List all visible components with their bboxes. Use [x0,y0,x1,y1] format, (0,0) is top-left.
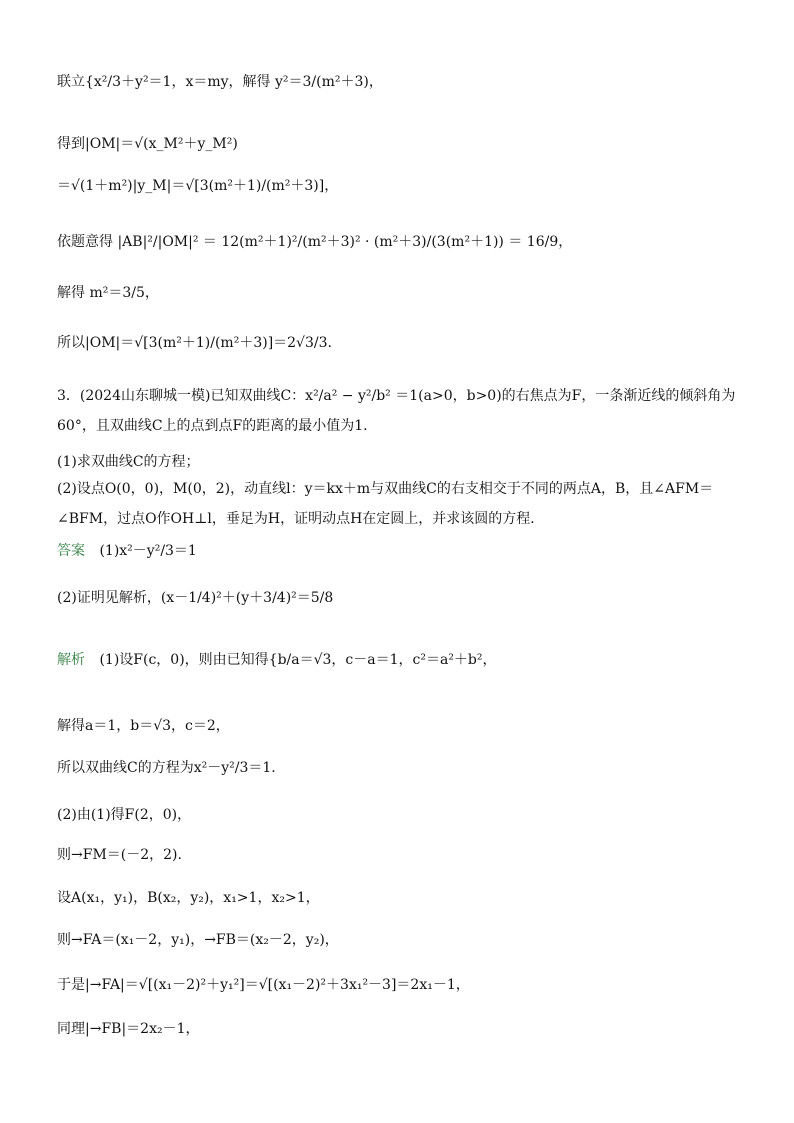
text-line-3: ＝√(1＋m²)|y_M|＝√[3(m²＋1)/(m²＋3)]， [57,178,339,194]
problem-3-part-2: (2)设点O(0，0)，M(0，2)，动直线l：y＝kx＋m与双曲线C的右支相交于不同的两点A，B，且∠AFM＝∠BFM，过点O作OH⊥l，垂足为H，证明动点H在定圆上，并求该圆的方程． [57,481,714,527]
solution-line-6: 设A(x₁，y₁)，B(x₂，y₂)，x₁>1，x₂>1， [57,890,320,906]
solution-line-8: 于是|→FA|＝√[(x₁－2)²＋y₁²]＝√[(x₁－2)²＋3x₁²－3]＝2x₁－1， [57,977,470,993]
text-line-6: 所以|OM|＝√[3(m²＋1)/(m²＋3)]＝2√3/3. [57,335,332,351]
answer-line: 答案 (1)x²－y²/3＝1 [57,543,197,559]
solution-line-1: 解析 (1)设F(c，0)，则由已知得{b/a＝√3，c－a＝1，c²＝a²＋b²， [57,652,497,668]
solution-line-3: 所以双曲线C的方程为x²－y²/3＝1. [57,760,276,776]
solution-line-9: 同理|→FB|＝2x₂－1， [57,1021,200,1037]
problem-3-text: 3．(2024山东聊城一模)已知双曲线C：x²/a² − y²/b² ＝1(a>0，b>0)的右焦点为F，一条渐近线的倾斜角为60°，且双曲线C上的点到点F的距离的最小值为1. [57,388,736,434]
text-line-1: 联立{x²/3＋y²＝1，x＝my，解得 y²＝3/(m²＋3)， [57,74,383,90]
solution-line-7: 则→FA＝(x₁－2，y₁)，→FB＝(x₂－2，y₂)， [57,932,339,948]
solution-line-2: 解得a＝1，b＝√3，c＝2， [57,718,230,734]
solution-line-4: (2)由(1)得F(2，0)， [57,807,192,823]
text-line-4: 依题意得 |AB|²/|OM|² ＝ 12(m²＋1)²/(m²＋3)² · (m²＋3)/(3(m²＋1)) ＝ 16/9， [57,234,573,250]
answer-line-2: (2)证明见解析，(x－1/4)²＋(y＋3/4)²＝5/8 [57,590,334,606]
solution-line-5: 则→FM＝(－2，2). [57,847,182,863]
solution-label: 解析 [57,652,85,668]
text-line-2: 得到|OM|＝√(x_M²＋y_M²) [57,136,238,152]
problem-3-part-1: (1)求双曲线C的方程； [57,454,200,470]
text-line-5: 解得 m²＝3/5， [57,285,159,301]
answer-label: 答案 [57,543,85,559]
